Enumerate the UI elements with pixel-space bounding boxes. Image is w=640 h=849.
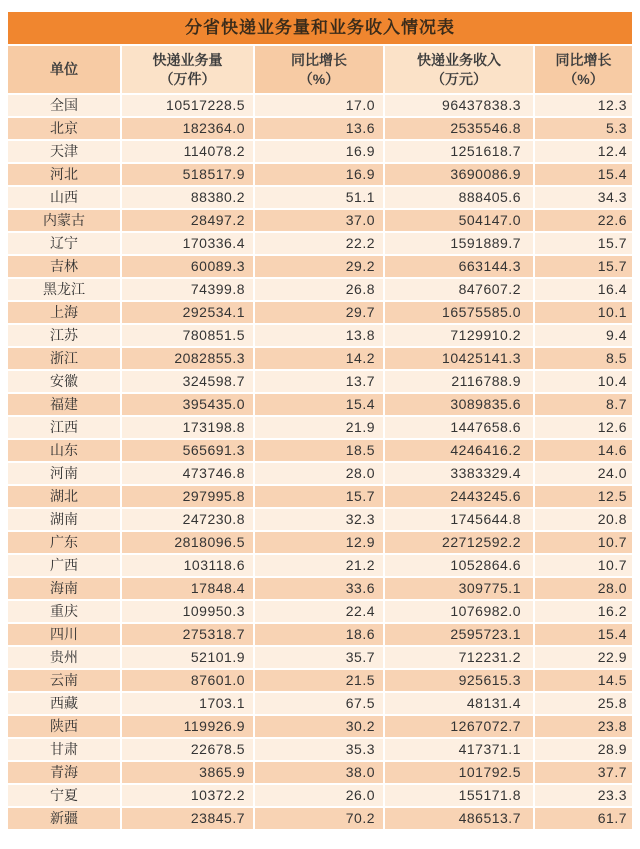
cell-volume: 780851.5 — [122, 325, 255, 346]
cell-revenue-growth: 61.7 — [535, 808, 632, 829]
cell-volume: 52101.9 — [122, 647, 255, 668]
cell-revenue-growth: 23.3 — [535, 785, 632, 806]
cell-volume: 565691.3 — [122, 440, 255, 461]
cell-volume: 10372.2 — [122, 785, 255, 806]
cell-volume: 119926.9 — [122, 716, 255, 737]
cell-revenue: 3089835.6 — [385, 394, 535, 415]
cell-province: 海南 — [8, 578, 122, 599]
cell-volume-growth: 28.0 — [255, 463, 385, 484]
table-row — [8, 187, 632, 208]
col-header-label: 单位 — [50, 61, 78, 78]
cell-volume-growth: 18.6 — [255, 624, 385, 645]
table-row — [8, 118, 632, 139]
cell-revenue: 309775.1 — [385, 578, 535, 599]
cell-revenue-growth: 28.9 — [535, 739, 632, 760]
cell-province: 江苏 — [8, 325, 122, 346]
cell-volume-growth: 13.7 — [255, 371, 385, 392]
table-row — [8, 624, 632, 645]
cell-revenue-growth: 10.7 — [535, 555, 632, 576]
cell-volume: 518517.9 — [122, 164, 255, 185]
table-row — [8, 693, 632, 714]
cell-revenue: 847607.2 — [385, 279, 535, 300]
cell-revenue-growth: 12.4 — [535, 141, 632, 162]
table-row — [8, 509, 632, 530]
table-row — [8, 647, 632, 668]
cell-volume: 275318.7 — [122, 624, 255, 645]
cell-revenue: 2116788.9 — [385, 371, 535, 392]
cell-province: 重庆 — [8, 601, 122, 622]
cell-volume: 22678.5 — [122, 739, 255, 760]
cell-revenue: 1447658.6 — [385, 417, 535, 438]
cell-revenue: 4246416.2 — [385, 440, 535, 461]
table-row — [8, 371, 632, 392]
col-header-label: 快递业务收入 — [417, 51, 501, 68]
cell-province: 安徽 — [8, 371, 122, 392]
cell-revenue: 7129910.2 — [385, 325, 535, 346]
cell-revenue: 96437838.3 — [385, 95, 535, 116]
cell-province: 湖南 — [8, 509, 122, 530]
cell-province: 山东 — [8, 440, 122, 461]
cell-volume-growth: 29.2 — [255, 256, 385, 277]
table-row — [8, 555, 632, 576]
cell-revenue-growth: 23.8 — [535, 716, 632, 737]
cell-revenue: 2595723.1 — [385, 624, 535, 645]
cell-revenue-growth: 24.0 — [535, 463, 632, 484]
cell-volume: 60089.3 — [122, 256, 255, 277]
cell-volume-growth: 12.9 — [255, 532, 385, 553]
cell-revenue-growth: 15.4 — [535, 164, 632, 185]
cell-province: 江西 — [8, 417, 122, 438]
table-row — [8, 578, 632, 599]
cell-revenue-growth: 10.1 — [535, 302, 632, 323]
cell-revenue: 663144.3 — [385, 256, 535, 277]
cell-province: 浙江 — [8, 348, 122, 369]
cell-revenue-growth: 34.3 — [535, 187, 632, 208]
cell-revenue: 486513.7 — [385, 808, 535, 829]
cell-revenue-growth: 15.7 — [535, 233, 632, 254]
cell-province: 河北 — [8, 164, 122, 185]
col-header-volume — [122, 46, 255, 93]
table-row — [8, 279, 632, 300]
cell-volume-growth: 67.5 — [255, 693, 385, 714]
table-row — [8, 486, 632, 507]
table-row — [8, 670, 632, 691]
cell-volume-growth: 22.2 — [255, 233, 385, 254]
col-header-label: 同比增长 — [291, 51, 347, 68]
cell-revenue-growth: 5.3 — [535, 118, 632, 139]
cell-province: 贵州 — [8, 647, 122, 668]
table-row — [8, 164, 632, 185]
cell-volume: 173198.8 — [122, 417, 255, 438]
cell-volume-growth: 21.9 — [255, 417, 385, 438]
cell-revenue: 10425141.3 — [385, 348, 535, 369]
cell-revenue: 101792.5 — [385, 762, 535, 783]
cell-province: 西藏 — [8, 693, 122, 714]
cell-province: 黑龙江 — [8, 279, 122, 300]
cell-volume-growth: 17.0 — [255, 95, 385, 116]
cell-revenue-growth: 14.5 — [535, 670, 632, 691]
table-row — [8, 256, 632, 277]
cell-province: 上海 — [8, 302, 122, 323]
table-header — [8, 46, 632, 93]
cell-province: 广东 — [8, 532, 122, 553]
cell-volume-growth: 35.3 — [255, 739, 385, 760]
table-body — [8, 95, 632, 829]
cell-revenue-growth: 9.4 — [535, 325, 632, 346]
table-row — [8, 463, 632, 484]
cell-volume: 23845.7 — [122, 808, 255, 829]
cell-province: 山西 — [8, 187, 122, 208]
cell-revenue: 1052864.6 — [385, 555, 535, 576]
cell-volume: 297995.8 — [122, 486, 255, 507]
table-row — [8, 141, 632, 162]
cell-volume-growth: 13.8 — [255, 325, 385, 346]
cell-volume-growth: 37.0 — [255, 210, 385, 231]
cell-revenue-growth: 8.5 — [535, 348, 632, 369]
cell-revenue-growth: 12.3 — [535, 95, 632, 116]
cell-province: 青海 — [8, 762, 122, 783]
cell-province: 全国 — [8, 95, 122, 116]
cell-volume: 324598.7 — [122, 371, 255, 392]
cell-revenue: 504147.0 — [385, 210, 535, 231]
cell-volume-growth: 32.3 — [255, 509, 385, 530]
cell-volume-growth: 21.2 — [255, 555, 385, 576]
cell-province: 福建 — [8, 394, 122, 415]
col-header-unit-line: （万元） — [431, 70, 487, 87]
cell-province: 辽宁 — [8, 233, 122, 254]
cell-revenue-growth: 10.4 — [535, 371, 632, 392]
cell-revenue: 2535546.8 — [385, 118, 535, 139]
cell-volume-growth: 51.1 — [255, 187, 385, 208]
cell-volume: 114078.2 — [122, 141, 255, 162]
table-title: 分省快递业务量和业务收入情况表 — [8, 12, 632, 44]
cell-volume: 3865.9 — [122, 762, 255, 783]
cell-province: 河南 — [8, 463, 122, 484]
cell-volume: 247230.8 — [122, 509, 255, 530]
col-header-label: 快递业务量 — [152, 51, 223, 68]
cell-province: 甘肃 — [8, 739, 122, 760]
cell-volume: 2818096.5 — [122, 532, 255, 553]
cell-volume: 292534.1 — [122, 302, 255, 323]
cell-revenue: 22712592.2 — [385, 532, 535, 553]
table-row — [8, 233, 632, 254]
table-row — [8, 762, 632, 783]
cell-volume: 1703.1 — [122, 693, 255, 714]
table-row — [8, 302, 632, 323]
cell-revenue: 1267072.7 — [385, 716, 535, 737]
cell-volume-growth: 18.5 — [255, 440, 385, 461]
cell-volume-growth: 15.7 — [255, 486, 385, 507]
cell-volume-growth: 15.4 — [255, 394, 385, 415]
table-row — [8, 325, 632, 346]
cell-volume: 182364.0 — [122, 118, 255, 139]
col-header-unit-line: （%） — [563, 70, 604, 87]
cell-province: 宁夏 — [8, 785, 122, 806]
cell-volume-growth: 29.7 — [255, 302, 385, 323]
cell-volume: 395435.0 — [122, 394, 255, 415]
cell-province: 新疆 — [8, 808, 122, 829]
cell-province: 四川 — [8, 624, 122, 645]
cell-volume: 10517228.5 — [122, 95, 255, 116]
cell-province: 广西 — [8, 555, 122, 576]
cell-revenue-growth: 25.8 — [535, 693, 632, 714]
cell-volume-growth: 21.5 — [255, 670, 385, 691]
cell-revenue-growth: 10.7 — [535, 532, 632, 553]
cell-volume: 2082855.3 — [122, 348, 255, 369]
cell-volume-growth: 22.4 — [255, 601, 385, 622]
cell-revenue: 16575585.0 — [385, 302, 535, 323]
cell-volume: 103118.6 — [122, 555, 255, 576]
cell-volume-growth: 33.6 — [255, 578, 385, 599]
cell-volume: 28497.2 — [122, 210, 255, 231]
cell-revenue-growth: 16.4 — [535, 279, 632, 300]
cell-province: 北京 — [8, 118, 122, 139]
cell-volume-growth: 35.7 — [255, 647, 385, 668]
cell-revenue: 3690086.9 — [385, 164, 535, 185]
table-row — [8, 348, 632, 369]
cell-revenue-growth: 14.6 — [535, 440, 632, 461]
cell-revenue-growth: 22.6 — [535, 210, 632, 231]
cell-revenue-growth: 16.2 — [535, 601, 632, 622]
cell-volume: 74399.8 — [122, 279, 255, 300]
cell-province: 内蒙古 — [8, 210, 122, 231]
cell-volume-growth: 30.2 — [255, 716, 385, 737]
cell-revenue-growth: 22.9 — [535, 647, 632, 668]
table-row — [8, 210, 632, 231]
table-row — [8, 440, 632, 461]
table-row — [8, 417, 632, 438]
col-header-unit-line: （万件） — [159, 70, 216, 87]
table-row — [8, 739, 632, 760]
cell-revenue: 48131.4 — [385, 693, 535, 714]
cell-volume-growth: 26.0 — [255, 785, 385, 806]
cell-volume-growth: 26.8 — [255, 279, 385, 300]
col-header-revenue-growth — [535, 46, 632, 93]
col-header-revenue — [385, 46, 535, 93]
province-express-table — [8, 12, 632, 829]
cell-revenue-growth: 15.7 — [535, 256, 632, 277]
cell-province: 陕西 — [8, 716, 122, 737]
cell-revenue: 712231.2 — [385, 647, 535, 668]
cell-volume-growth: 16.9 — [255, 141, 385, 162]
cell-revenue: 1745644.8 — [385, 509, 535, 530]
cell-revenue: 888405.6 — [385, 187, 535, 208]
cell-volume: 17848.4 — [122, 578, 255, 599]
cell-revenue-growth: 28.0 — [535, 578, 632, 599]
col-header-label: 同比增长 — [555, 51, 612, 68]
col-header-unit — [8, 46, 122, 93]
table-row — [8, 716, 632, 737]
cell-revenue: 925615.3 — [385, 670, 535, 691]
cell-revenue-growth: 37.7 — [535, 762, 632, 783]
cell-volume: 109950.3 — [122, 601, 255, 622]
cell-revenue: 155171.8 — [385, 785, 535, 806]
cell-volume-growth: 14.2 — [255, 348, 385, 369]
cell-province: 吉林 — [8, 256, 122, 277]
cell-revenue: 2443245.6 — [385, 486, 535, 507]
cell-province: 湖北 — [8, 486, 122, 507]
cell-volume-growth: 16.9 — [255, 164, 385, 185]
cell-volume: 473746.8 — [122, 463, 255, 484]
col-header-unit-line: （%） — [298, 70, 340, 87]
cell-revenue-growth: 20.8 — [535, 509, 632, 530]
table-row — [8, 601, 632, 622]
table-row — [8, 394, 632, 415]
table-row — [8, 785, 632, 806]
cell-volume-growth: 70.2 — [255, 808, 385, 829]
cell-volume: 88380.2 — [122, 187, 255, 208]
cell-revenue: 1076982.0 — [385, 601, 535, 622]
cell-revenue-growth: 15.4 — [535, 624, 632, 645]
cell-revenue: 3383329.4 — [385, 463, 535, 484]
cell-volume-growth: 13.6 — [255, 118, 385, 139]
cell-volume: 170336.4 — [122, 233, 255, 254]
cell-province: 天津 — [8, 141, 122, 162]
cell-volume-growth: 38.0 — [255, 762, 385, 783]
cell-revenue: 417371.1 — [385, 739, 535, 760]
cell-volume: 87601.0 — [122, 670, 255, 691]
col-header-volume-growth — [255, 46, 385, 93]
cell-revenue: 1591889.7 — [385, 233, 535, 254]
table-row — [8, 532, 632, 553]
cell-revenue-growth: 12.6 — [535, 417, 632, 438]
table-row — [8, 95, 632, 116]
cell-province: 云南 — [8, 670, 122, 691]
cell-revenue: 1251618.7 — [385, 141, 535, 162]
cell-revenue-growth: 12.5 — [535, 486, 632, 507]
table-row — [8, 808, 632, 829]
cell-revenue-growth: 8.7 — [535, 394, 632, 415]
